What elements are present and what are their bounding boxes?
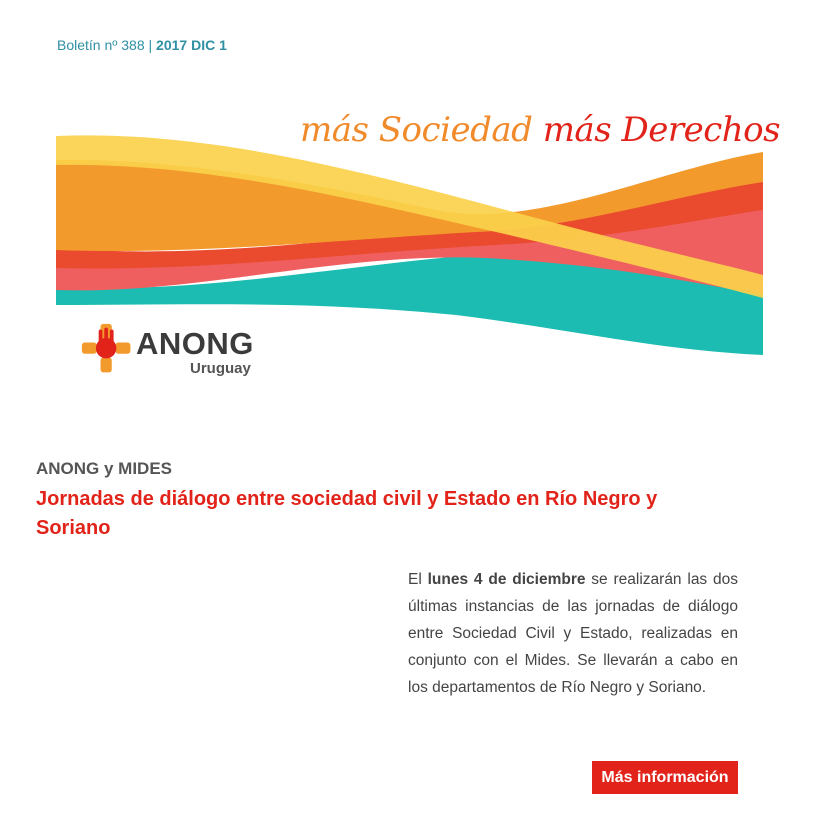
slogan-part2: más Derechos <box>542 110 781 150</box>
more-info-button[interactable]: Más información <box>592 761 738 794</box>
issue-separator: | <box>148 37 153 53</box>
slogan <box>300 110 780 150</box>
article-kicker: ANONG y MIDES <box>36 459 173 478</box>
issue-number: Boletín nº 388 <box>57 37 145 53</box>
logo-name: ANONG <box>136 326 254 361</box>
issue-line <box>57 37 227 53</box>
issue-date: 2017 DIC 1 <box>156 37 227 53</box>
slogan-part1: más Sociedad <box>300 110 533 150</box>
body-intro: El <box>408 571 428 588</box>
logo-subtitle: Uruguay <box>190 360 251 377</box>
article-headline[interactable]: Jornadas de diálogo entre sociedad civil y Estado en Río Negro y Soriano <box>36 488 658 539</box>
article-body <box>408 566 738 701</box>
body-date-highlight: lunes 4 de diciembre <box>427 571 586 588</box>
body-rest: se realizarán las dos últimas instancias de las jornadas de diálogo entre Sociedad Civil y Estado, realizadas en conjunto con el Mides. Se llevarán a cabo en los departamentos de Río Negro y Soriano. <box>408 571 738 696</box>
anong-hand-logo-icon <box>80 322 136 378</box>
